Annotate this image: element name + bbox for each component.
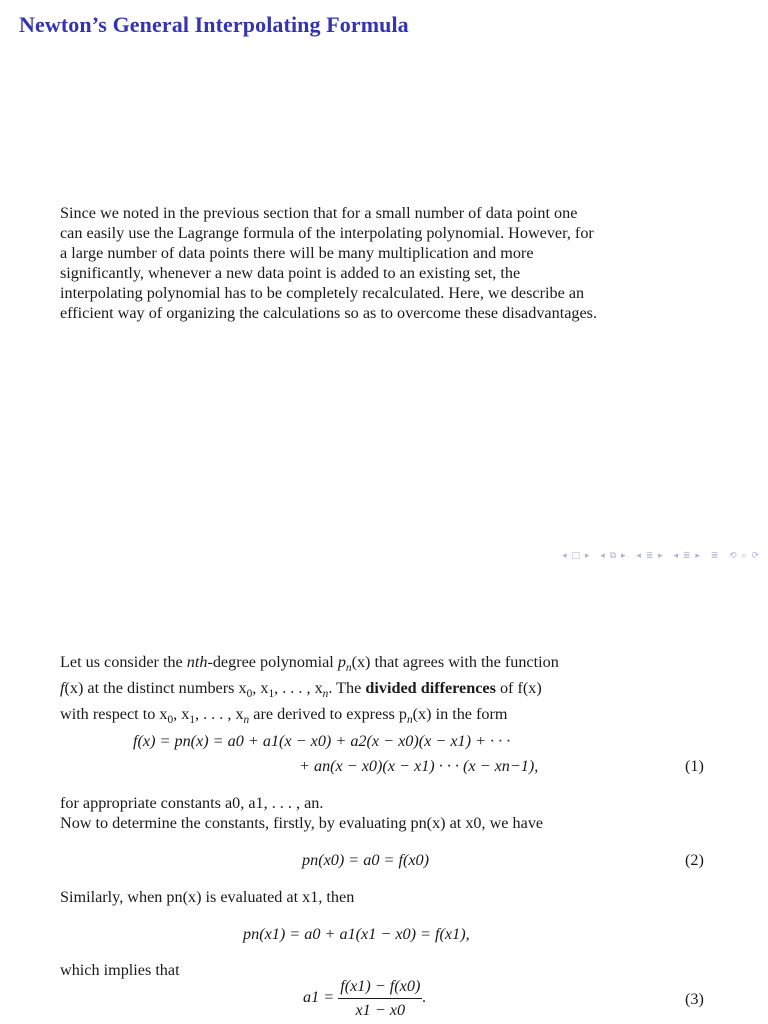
paragraph-line: [60, 652, 708, 678]
text-run: 1: [189, 714, 195, 727]
subsection-nav-icon[interactable]: ◂ ⧉ ▸: [600, 551, 627, 561]
text-run: (x) that agrees with the function: [351, 653, 559, 671]
fraction-numerator: f(x1) − f(x0): [338, 977, 422, 999]
intro-paragraph: [60, 203, 708, 323]
polynomial-intro-paragraph: [60, 652, 708, 731]
slide-2: [0, 512, 768, 1024]
equation-number-2: (2): [685, 851, 704, 869]
fraction: [338, 977, 422, 1020]
constants-paragraph: [60, 793, 708, 833]
text-run: -degree polynomial: [207, 653, 338, 671]
paragraph-line: for appropriate constants a0, a1, . . . , an.: [60, 794, 324, 812]
text-run: Let us consider the: [60, 653, 187, 671]
equation-3-lhs: a1 =: [303, 988, 335, 1007]
text-run: n: [322, 688, 329, 701]
text-run: are derived to express p: [249, 705, 407, 724]
text-run: nth: [186, 653, 208, 671]
text-run: , x: [173, 705, 190, 724]
text-run: . The: [328, 679, 366, 698]
bold-term: divided differences: [365, 679, 496, 698]
paragraph-line: efficient way of organizing the calculations so as to overcome these disadvantages.: [60, 304, 598, 322]
paragraph-line: which implies that: [60, 961, 180, 979]
paragraph-line: a large number of data points there will be many multiplication and more: [60, 244, 534, 262]
paragraph-line: significantly, whenever a new data point is added to an existing set, the: [60, 264, 521, 282]
text-run: 0: [246, 688, 253, 701]
paragraph-line: Since we noted in the previous section that for a small number of data point one: [60, 204, 578, 222]
equation-1-line-1: f(x) = pn(x) = a0 + a1(x − x0) + a2(x − x0)(x − x1) + · · ·: [133, 732, 511, 750]
text-run: with respect to x: [60, 705, 168, 724]
paragraph-line: Now to determine the constants, firstly, by evaluating pn(x) at x0, we have: [60, 814, 544, 832]
appendix-nav-icon[interactable]: ≣: [710, 551, 720, 561]
equation-number-1: (1): [685, 757, 704, 775]
paragraph-line: can easily use the Lagrange formula of the interpolating polynomial. However, for: [60, 224, 594, 242]
text-run: , . . . , x: [274, 679, 323, 698]
equation-p1: pn(x1) = a0 + a1(x1 − x0) = f(x1),: [243, 925, 470, 943]
equation-3-period: .: [422, 988, 427, 1007]
paragraph-line: Similarly, when pn(x) is evaluated at x1, then: [60, 888, 355, 906]
similarly-paragraph: [60, 887, 708, 907]
text-run: 0: [167, 714, 174, 727]
text-run: p: [337, 653, 346, 671]
paragraph-line: [60, 678, 708, 704]
text-run: n: [243, 714, 250, 727]
equation-3: [303, 977, 426, 1020]
text-run: 1: [268, 688, 275, 701]
document-nav-icon[interactable]: ◂ ≣ ▸: [673, 551, 701, 561]
equation-number-3: (3): [685, 990, 704, 1008]
text-run: , x: [252, 679, 269, 698]
text-run: of f(x): [495, 679, 542, 698]
text-run: f: [60, 679, 65, 698]
fraction-denominator: x1 − x0: [355, 1001, 406, 1019]
text-run: , . . . , x: [194, 705, 244, 724]
section-nav-icon[interactable]: ◂ ≣ ▸: [636, 551, 664, 561]
frame-nav-icon[interactable]: ◂ □ ▸: [562, 551, 591, 561]
paragraph-line: [60, 704, 708, 730]
text-run: (x) in the form: [412, 705, 508, 724]
text-run: (x) at the distinct numbers x: [64, 679, 247, 698]
search-back-forward-icon[interactable]: ⟲ ⌕ ⟳: [729, 551, 760, 561]
equation-1-line-2: + an(x − x0)(x − x1) · · · (x − xn−1),: [299, 757, 539, 775]
frame-title: Newton’s General Interpolating Formula: [19, 12, 409, 37]
equation-2: pn(x0) = a0 = f(x0): [302, 851, 430, 869]
text-run: n: [345, 662, 352, 675]
paragraph-line: interpolating polynomial has to be completely recalculated. Here, we describe an: [60, 284, 585, 302]
text-run: n: [406, 714, 413, 727]
